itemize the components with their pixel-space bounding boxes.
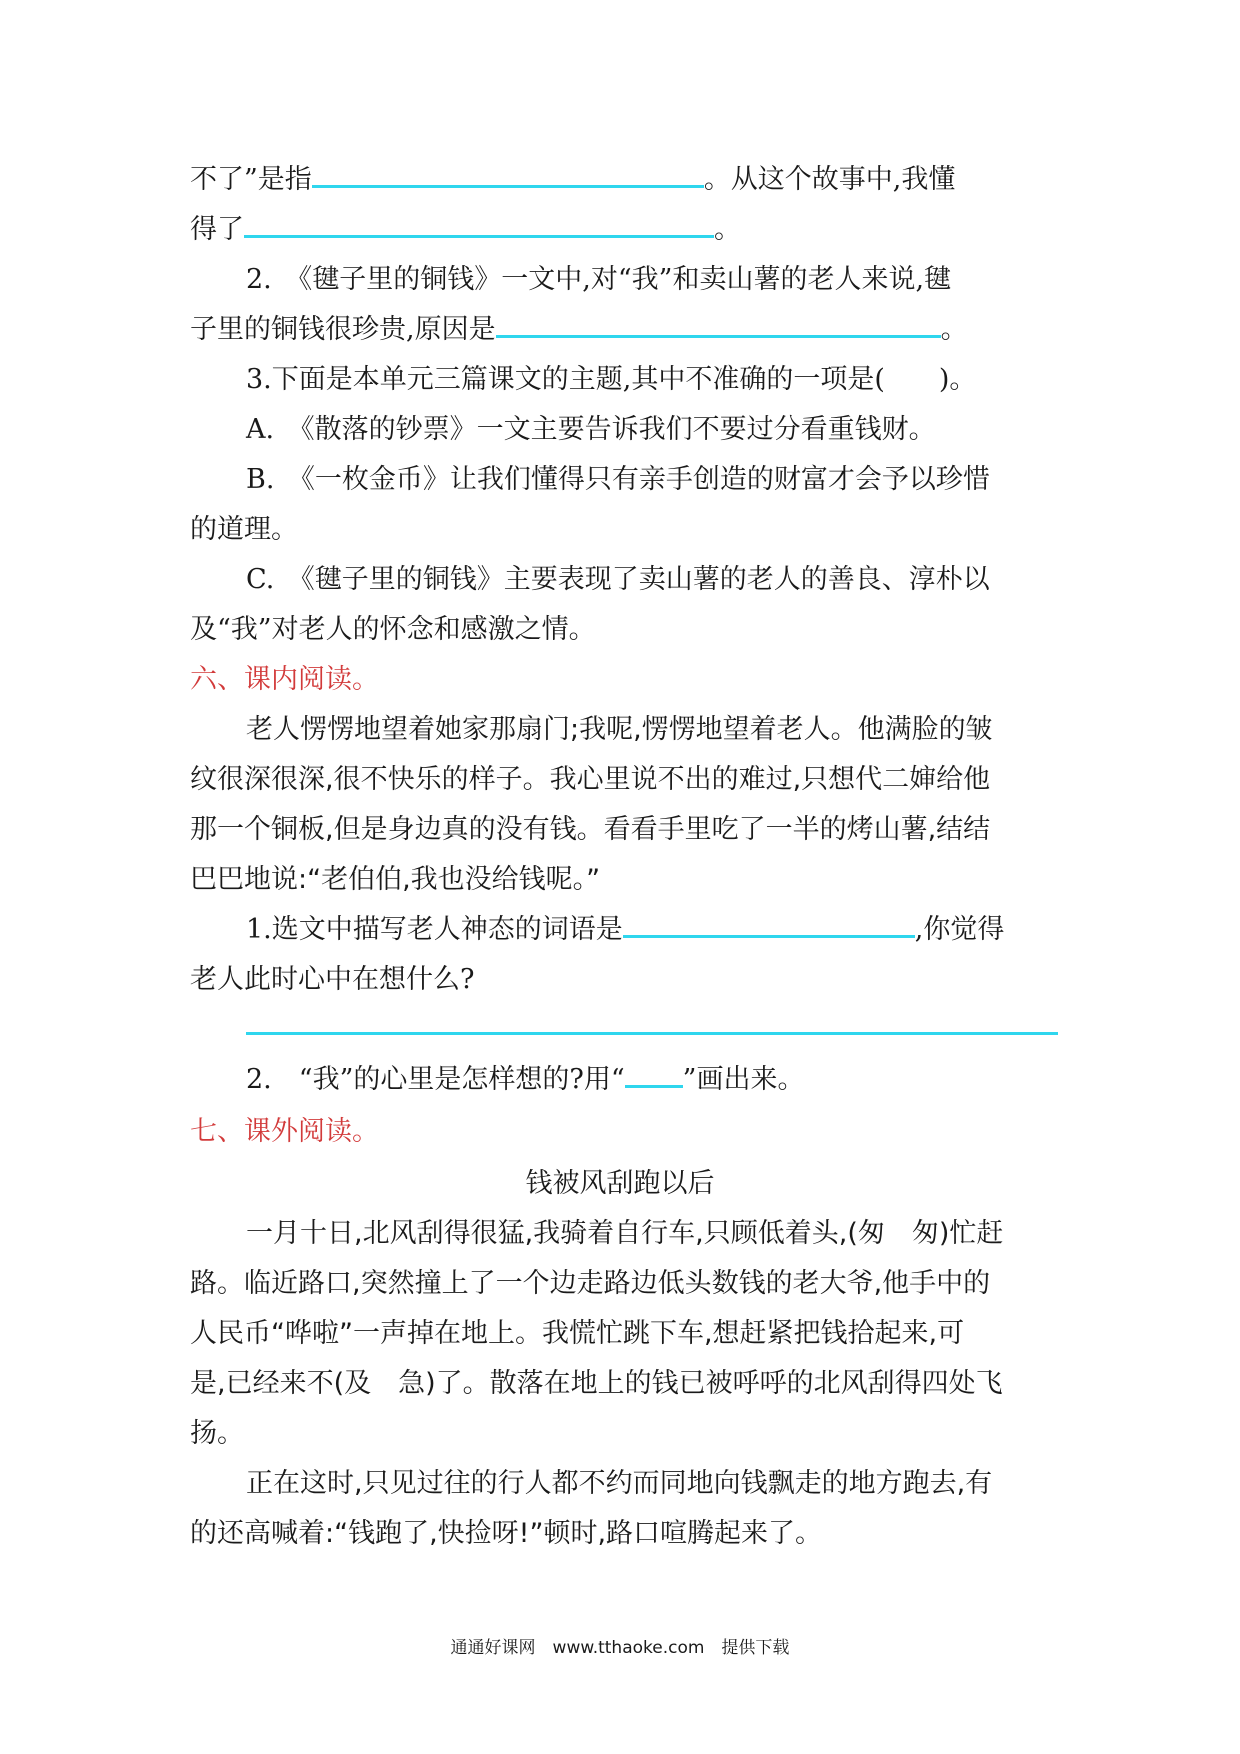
section-6-heading: 六、课内阅读。 <box>190 664 379 695</box>
option-b: B. 《一枚金币》让我们懂得只有亲手创造的财富才会予以珍惜 <box>246 464 990 495</box>
answer-blank[interactable] <box>496 313 941 338</box>
passage-line: 的还高喊着:“钱跑了,快捡呀!”顿时,路口喧腾起来了。 <box>190 1518 823 1549</box>
passage-line: 路。临近路口,突然撞上了一个边走路边低头数钱的老大爷,他手中的 <box>190 1268 991 1299</box>
passage-line: 一月十日,北风刮得很猛,我骑着自行车,只顾低着头,(匆 匆)忙赶 <box>246 1218 1004 1249</box>
passage-line: 人民币“哗啦”一声掉在地上。我慌忙跳下车,想赶紧把钱拾起来,可 <box>190 1318 965 1349</box>
passage-line: 扬。 <box>190 1418 244 1449</box>
question-6-1: 1.选文中描写老人神态的词语是 ,你觉得 <box>246 914 1005 945</box>
footer-credit: 通通好课网 www.tthaoke.com 提供下载 <box>450 1638 790 1658</box>
answer-line[interactable] <box>246 1032 1058 1035</box>
passage-line: 巴巴地说:“老伯伯,我也没给钱呢。” <box>190 864 601 895</box>
option-b-cont: 的道理。 <box>190 514 298 545</box>
passage-line: 纹很深很深,很不快乐的样子。我心里说不出的难过,只想代二婶给他 <box>190 764 991 795</box>
passage-line: 正在这时,只见过往的行人都不约而同地向钱飘走的地方跑去,有 <box>246 1468 993 1499</box>
answer-blank[interactable] <box>244 213 714 238</box>
question-3: 3.下面是本单元三篇课文的主题,其中不准确的一项是( )。 <box>246 364 977 395</box>
text-line: 得了 。 <box>190 214 741 245</box>
passage-line: 那一个铜板,但是身边真的没有钱。看看手里吃了一半的烤山薯,结结 <box>190 814 991 845</box>
question-2: 2. 《毽子里的铜钱》一文中,对“我”和卖山薯的老人来说,毽 <box>246 264 952 295</box>
underline-sample <box>625 1063 683 1088</box>
option-c: C. 《毽子里的铜钱》主要表现了卖山薯的老人的善良、淳朴以 <box>246 564 990 595</box>
answer-blank[interactable] <box>623 913 915 938</box>
option-a: A. 《散落的钞票》一文主要告诉我们不要过分看重钱财。 <box>246 414 936 445</box>
question-6-2: 2. “我”的心里是怎样想的?用“ ”画出来。 <box>246 1064 805 1095</box>
section-7-heading: 七、课外阅读。 <box>190 1116 379 1147</box>
question-6-1-cont: 老人此时心中在想什么? <box>190 964 475 995</box>
passage-line: 老人愣愣地望着她家那扇门;我呢,愣愣地望着老人。他满脸的皱 <box>246 714 993 745</box>
text-line: 不了”是指 。从这个故事中,我懂 <box>190 164 956 195</box>
passage-line: 是,已经来不(及 急)了。散落在地上的钱已被呼呼的北风刮得四处飞 <box>190 1368 1003 1399</box>
passage-title: 钱被风刮跑以后 <box>525 1168 715 1199</box>
answer-blank[interactable] <box>312 163 704 188</box>
text-line: 子里的铜钱很珍贵,原因是 。 <box>190 314 968 345</box>
option-c-cont: 及“我”对老人的怀念和感激之情。 <box>190 614 596 645</box>
